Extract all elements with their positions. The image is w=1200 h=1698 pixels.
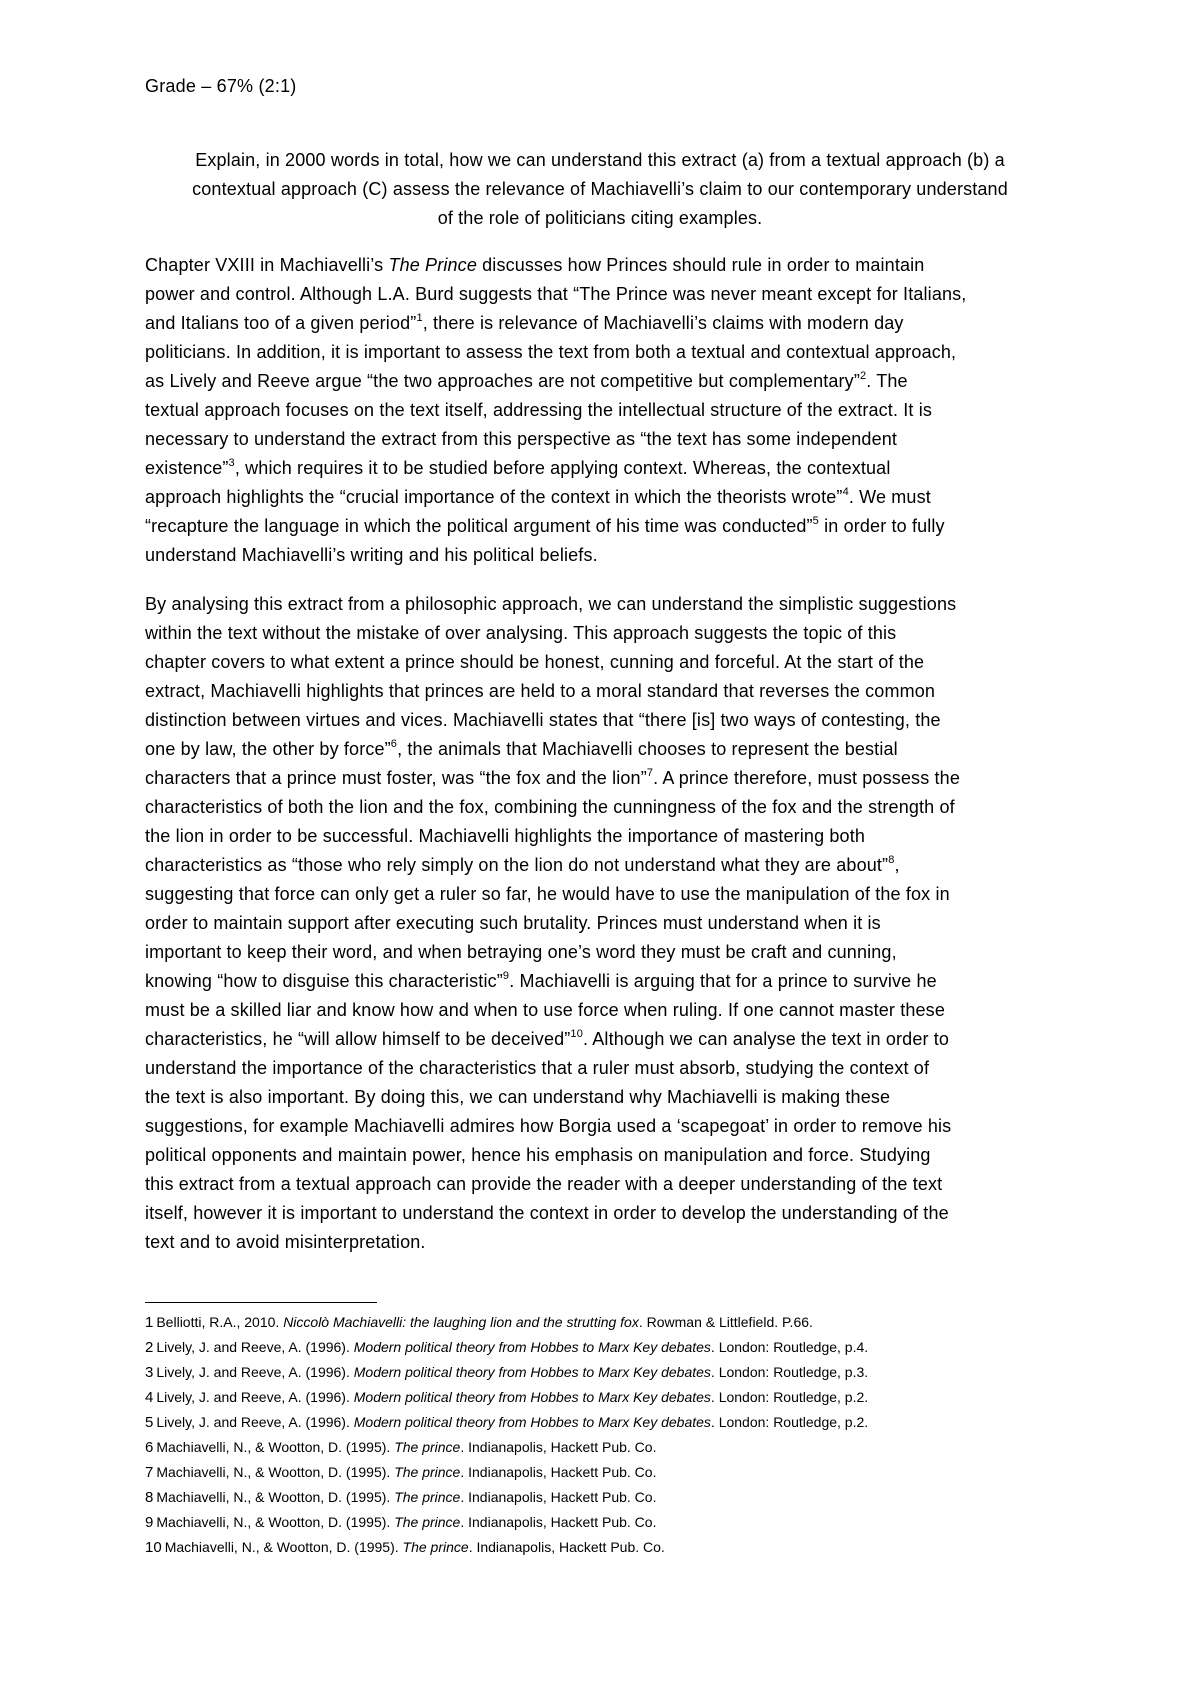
footnote-item bbox=[145, 1410, 1065, 1435]
text-line: itself, however it is important to understand the context in order to develop the understanding of the bbox=[145, 1203, 949, 1223]
footnote-title: Modern political theory from Hobbes to Marx Key debates bbox=[353, 1389, 711, 1405]
text-line: power and control. Although L.A. Burd suggests that “The Prince was never meant except for Italians, bbox=[145, 284, 967, 304]
text-run: and Italians too of a given period” bbox=[145, 313, 417, 333]
text-line: the lion in order to be successful. Machiavelli highlights the importance of mastering both bbox=[145, 826, 866, 846]
text-line bbox=[145, 735, 1065, 764]
footnote-text: . London: Routledge, p.2. bbox=[710, 1389, 869, 1405]
text-run: in order to fully bbox=[818, 516, 945, 536]
text-line: characteristics of both the lion and the fox, combining the cunningness of the fox and the strength of bbox=[145, 797, 955, 817]
footnote-ref: 8 bbox=[888, 854, 895, 866]
text-run: . A prince therefore, must possess the bbox=[653, 768, 960, 788]
footnote-text: Machiavelli, N., & Wootton, D. (1995). bbox=[164, 1539, 403, 1555]
paragraph-introduction bbox=[145, 251, 1065, 570]
text-line: understand Machiavelli’s writing and his political beliefs. bbox=[145, 545, 598, 565]
text-run: . The bbox=[866, 371, 908, 391]
footnote-number: 5 bbox=[145, 1414, 154, 1431]
footnote-separator bbox=[145, 1302, 377, 1303]
footnote-ref: 6 bbox=[390, 738, 398, 750]
footnote-title: The prince bbox=[394, 1464, 461, 1480]
text-run: , bbox=[894, 855, 900, 875]
text-line: chapter covers to what extent a prince should be honest, cunning and forceful. At the start of the bbox=[145, 652, 925, 672]
footnote-text: . London: Routledge, p.4. bbox=[710, 1339, 869, 1355]
footnote-item bbox=[145, 1485, 1065, 1510]
text-run: , which requires it to be studied before applying context. Whereas, the contextual bbox=[234, 458, 891, 478]
footnote-ref: 5 bbox=[812, 515, 819, 527]
footnote-item bbox=[145, 1535, 1065, 1560]
text-run: . We must bbox=[848, 487, 931, 507]
text-line: suggestions, for example Machiavelli admires how Borgia used a ‘scapegoat’ in order to remove his bbox=[145, 1116, 952, 1136]
footnote-title: The prince bbox=[394, 1439, 461, 1455]
text-line bbox=[145, 309, 1065, 338]
footnote-text: Machiavelli, N., & Wootton, D. (1995). bbox=[156, 1514, 395, 1530]
footnote-text: Lively, J. and Reeve, A. (1996). bbox=[156, 1414, 354, 1430]
footnote-text: . Rowman & Littlefield. P.66. bbox=[638, 1314, 813, 1330]
book-title: The Prince bbox=[388, 255, 477, 275]
footnote-number: 3 bbox=[145, 1364, 154, 1381]
text-line bbox=[145, 251, 1065, 280]
text-run: characteristics as “those who rely simply on the lion do not understand what they are about” bbox=[145, 855, 889, 875]
text-run: , there is relevance of Machiavelli’s claims with modern day bbox=[422, 313, 904, 333]
text-run: Chapter VXIII in Machiavelli’s bbox=[145, 255, 389, 275]
question-line: Explain, in 2000 words in total, how we can understand this extract (a) from a textual approach (b) a bbox=[195, 150, 1005, 170]
text-line: text and to avoid misinterpretation. bbox=[145, 1232, 426, 1252]
text-line: must be a skilled liar and know how and when to use force when ruling. If one cannot master these bbox=[145, 1000, 945, 1020]
footnote-text: . Indianapolis, Hackett Pub. Co. bbox=[468, 1539, 665, 1555]
footnote-title: Modern political theory from Hobbes to Marx Key debates bbox=[353, 1364, 711, 1380]
footnote-text: Machiavelli, N., & Wootton, D. (1995). bbox=[156, 1489, 395, 1505]
text-line bbox=[145, 967, 1065, 996]
footnote-number: 6 bbox=[145, 1439, 154, 1456]
text-line bbox=[145, 851, 1065, 880]
footnote-text: Belliotti, R.A., 2010. bbox=[156, 1314, 284, 1330]
footnote-ref: 7 bbox=[646, 767, 654, 779]
paragraph-textual-approach bbox=[145, 590, 1065, 1257]
footnote-ref: 2 bbox=[859, 370, 867, 382]
footnote-title: Niccolò Machiavelli: the laughing lion and the strutting fox bbox=[283, 1314, 639, 1330]
text-line: important to keep their word, and when betraying one’s word they must be craft and cunning, bbox=[145, 942, 897, 962]
footnote-text: . Indianapolis, Hackett Pub. Co. bbox=[460, 1514, 657, 1530]
footnote-title: The prince bbox=[394, 1514, 461, 1530]
footnote-text: . Indianapolis, Hackett Pub. Co. bbox=[460, 1464, 657, 1480]
footnote-ref: 3 bbox=[228, 457, 235, 469]
text-line bbox=[145, 367, 1065, 396]
footnote-item bbox=[145, 1310, 1065, 1335]
text-line: textual approach focuses on the text itself, addressing the intellectual structure of the extract. It is bbox=[145, 400, 933, 420]
footnote-text: . Indianapolis, Hackett Pub. Co. bbox=[460, 1439, 657, 1455]
text-line: extract, Machiavelli highlights that princes are held to a moral standard that reverses the common bbox=[145, 681, 936, 701]
text-run: knowing “how to disguise this characteristic” bbox=[145, 971, 503, 991]
text-run: one by law, the other by force” bbox=[145, 739, 391, 759]
text-run: , the animals that Machiavelli chooses to represent the bestial bbox=[397, 739, 898, 759]
text-line: this extract from a textual approach can provide the reader with a deeper understanding of the text bbox=[145, 1174, 943, 1194]
footnote-ref: 10 bbox=[570, 1028, 583, 1040]
text-run: existence” bbox=[145, 458, 229, 478]
footnote-text: Machiavelli, N., & Wootton, D. (1995). bbox=[156, 1464, 395, 1480]
text-line: understand the importance of the characteristics that a ruler must absorb, studying the context of bbox=[145, 1058, 930, 1078]
footnote-number: 10 bbox=[145, 1539, 162, 1556]
footnote-item bbox=[145, 1360, 1065, 1385]
footnote-title: The prince bbox=[394, 1489, 461, 1505]
text-line: suggesting that force can only get a ruler so far, he would have to use the manipulation of the fox in bbox=[145, 884, 950, 904]
footnote-title: Modern political theory from Hobbes to Marx Key debates bbox=[353, 1339, 711, 1355]
text-line: necessary to understand the extract from this perspective as “the text has some independent bbox=[145, 429, 898, 449]
footnote-number: 8 bbox=[145, 1489, 154, 1506]
text-run: “recapture the language in which the political argument of his time was conducted” bbox=[145, 516, 813, 536]
grade-line: Grade – 67% (2:1) bbox=[145, 76, 297, 96]
text-line bbox=[145, 1025, 1065, 1054]
footnote-number: 9 bbox=[145, 1514, 154, 1531]
text-line bbox=[145, 454, 1065, 483]
text-line bbox=[145, 512, 1065, 541]
footnote-ref: 9 bbox=[502, 970, 510, 982]
question-line: of the role of politicians citing examples. bbox=[437, 208, 763, 228]
question-line: contextual approach (C) assess the relevance of Machiavelli’s claim to our contemporary understand bbox=[192, 179, 1008, 199]
text-line: political opponents and maintain power, hence his emphasis on manipulation and force. Studying bbox=[145, 1145, 931, 1165]
footnote-ref: 1 bbox=[416, 312, 423, 324]
footnote-text: . Indianapolis, Hackett Pub. Co. bbox=[460, 1489, 657, 1505]
text-run: . Machiavelli is arguing that for a prince to survive he bbox=[509, 971, 937, 991]
text-run: characters that a prince must foster, was “the fox and the lion” bbox=[145, 768, 647, 788]
footnotes-list bbox=[145, 1310, 1065, 1560]
footnote-text: Lively, J. and Reeve, A. (1996). bbox=[156, 1339, 354, 1355]
footnote-number: 1 bbox=[145, 1314, 154, 1331]
text-run: . Although we can analyse the text in order to bbox=[582, 1029, 950, 1049]
text-line: within the text without the mistake of over analysing. This approach suggests the topic of this bbox=[145, 623, 897, 643]
footnote-text: Lively, J. and Reeve, A. (1996). bbox=[156, 1364, 354, 1380]
text-run: characteristics, he “will allow himself to be deceived” bbox=[145, 1029, 571, 1049]
text-line: the text is also important. By doing this, we can understand why Machiavelli is making these bbox=[145, 1087, 891, 1107]
footnote-text: . London: Routledge, p.3. bbox=[710, 1364, 869, 1380]
text-line: By analysing this extract from a philosophic approach, we can understand the simplistic suggestions bbox=[145, 594, 957, 614]
essay-question bbox=[135, 146, 1065, 233]
text-line bbox=[145, 764, 1065, 793]
footnote-item bbox=[145, 1385, 1065, 1410]
footnote-number: 4 bbox=[145, 1389, 154, 1406]
footnote-text: Machiavelli, N., & Wootton, D. (1995). bbox=[156, 1439, 395, 1455]
text-line: order to maintain support after executing such brutality. Princes must understand when it is bbox=[145, 913, 881, 933]
text-line: politicians. In addition, it is important to assess the text from both a textual and contextual approach, bbox=[145, 342, 957, 362]
footnote-text: Lively, J. and Reeve, A. (1996). bbox=[156, 1389, 354, 1405]
footnote-text: . London: Routledge, p.2. bbox=[710, 1414, 869, 1430]
text-run: as Lively and Reeve argue “the two approaches are not competitive but complementary” bbox=[145, 371, 860, 391]
footnote-item bbox=[145, 1510, 1065, 1535]
footnote-number: 2 bbox=[145, 1339, 154, 1356]
text-line bbox=[145, 483, 1065, 512]
footnote-item bbox=[145, 1335, 1065, 1360]
text-run: approach highlights the “crucial importance of the context in which the theorists wrote” bbox=[145, 487, 843, 507]
footnote-item bbox=[145, 1460, 1065, 1485]
footnote-ref: 4 bbox=[842, 486, 849, 498]
footnote-item bbox=[145, 1435, 1065, 1460]
text-line: distinction between virtues and vices. Machiavelli states that “there [is] two ways of contesting, the bbox=[145, 710, 941, 730]
footnote-title: Modern political theory from Hobbes to Marx Key debates bbox=[353, 1414, 711, 1430]
footnote-title: The prince bbox=[402, 1539, 469, 1555]
footnote-number: 7 bbox=[145, 1464, 154, 1481]
text-run: discusses how Princes should rule in order to maintain bbox=[476, 255, 925, 275]
